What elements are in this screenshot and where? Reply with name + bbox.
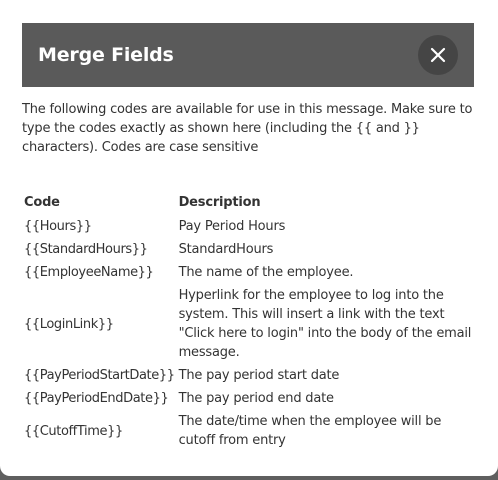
merge-code: {{EmployeeName}}: [24, 265, 154, 280]
merge-code: {{LoginLink}}: [24, 316, 114, 332]
close-icon: [430, 47, 446, 63]
merge-description: Pay Period Hours: [178, 219, 286, 234]
merge-code: {{StandardHours}}: [24, 242, 148, 257]
merge-description: The pay period end date: [178, 391, 334, 406]
merge-description: The name of the employee.: [178, 265, 354, 280]
table-row: [22, 261, 474, 284]
merge-code: {{PayPeriodEndDate}}: [24, 391, 169, 406]
table-row: [22, 410, 474, 452]
column-header-code: Code: [24, 195, 60, 210]
merge-description: The pay period start date: [178, 368, 340, 383]
close-button[interactable]: [418, 35, 458, 75]
table-row: [22, 284, 474, 364]
dialog-header: [22, 23, 474, 87]
intro-text: The following codes are available for use in this message. Make sure to type the codes exactly as shown here (including the {{ and }} characters). Codes are case sensitive: [22, 102, 473, 155]
table-header-row: [22, 192, 474, 215]
table-row: [22, 215, 474, 238]
merge-code: {{Hours}}: [24, 219, 92, 234]
column-header-description: Description: [178, 195, 261, 210]
merge-fields-table: [22, 192, 474, 452]
dialog-title: Merge Fields: [38, 44, 174, 66]
merge-description: The date/time when the employee will be cutoff from entry: [178, 414, 442, 448]
table-row: [22, 387, 474, 410]
table-row: [22, 238, 474, 261]
merge-code: {{PayPeriodStartDate}}: [24, 368, 175, 383]
table-row: [22, 364, 474, 387]
merge-description: Hyperlink for the employee to log into the system. This will insert a link with the text "Click here to login" into the body of the email message.: [178, 288, 472, 360]
merge-code: {{CutoffTime}}: [24, 423, 123, 439]
backdrop-edge: [0, 476, 498, 480]
merge-description: StandardHours: [178, 242, 274, 257]
